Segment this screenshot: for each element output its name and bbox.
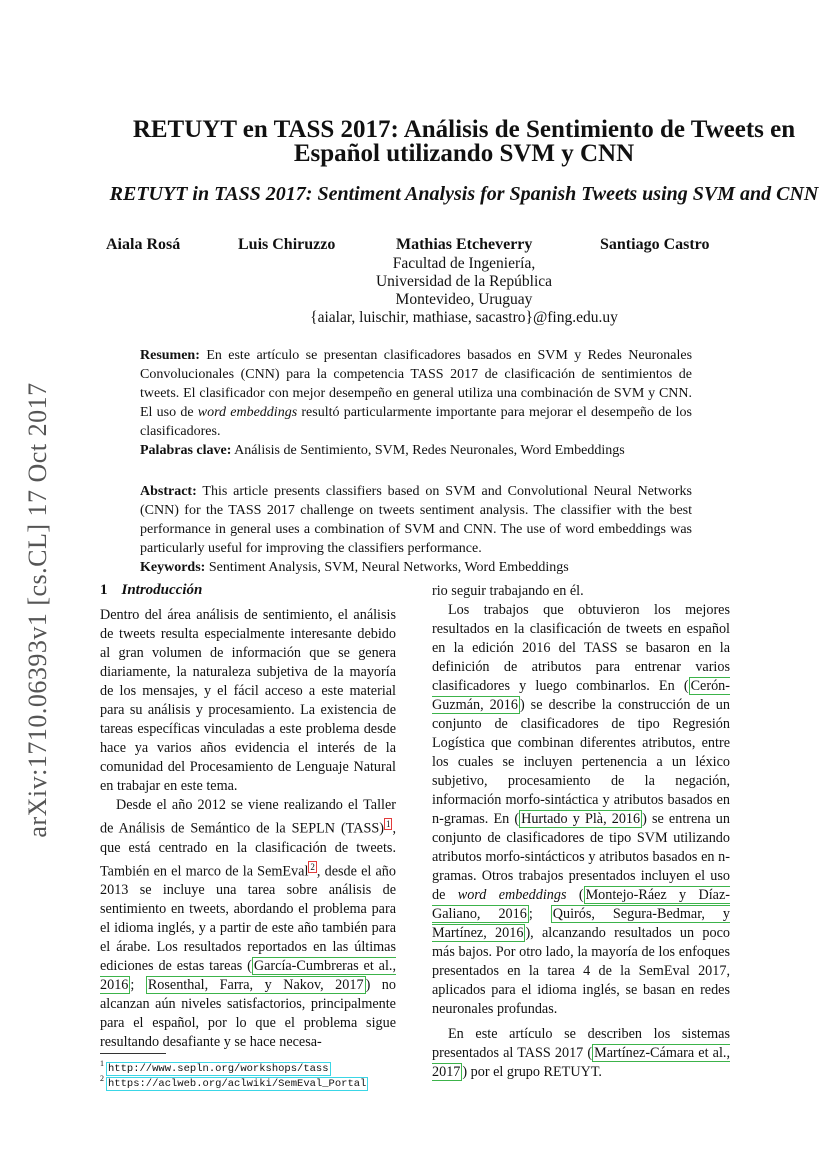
section-heading xyxy=(100,582,202,599)
author-name: Mathias Etcheverry xyxy=(396,236,533,253)
palabras-clave: Análisis de Sentimiento, SVM, Redes Neuronales, Word Embeddings xyxy=(234,443,625,458)
citation-link[interactable]: Quirós, Segura-Bedmar, y Martínez, 2016 xyxy=(432,906,730,941)
right-column xyxy=(432,582,730,1082)
paragraph: Desde el año 2012 se viene realizando el Taller de Análisis de Semántico de la SEPLN (TASS) $^1$ , que está centrado en la clasificación de tweets. También en el marco de la SemEval $^2$ , desde el año 2013 se incluye una tarea sobre análisis de sentimiento en tweets, abordando el problema para el idioma inglés, y a partir de este año también para el árabe. Los resultados reportados en las últimas ediciones de estas tareas ( García-Cumbreras et al., 2016 ; Rosenthal, Farra, y Nakov, 2017 ) no alcanzan aún niveles satisfactorios, principalmente para el español, por lo que el problema sigue resultando desafiante y se hace necesa- xyxy=(100,797,396,1051)
footnote-url-link[interactable]: http://www.sepln.org/workshops/tass xyxy=(108,1062,329,1075)
paragraph: rio seguir trabajando en él. xyxy=(432,583,584,599)
footnote: $^1$ http://www.sepln.org/workshops/tass xyxy=(100,1059,329,1075)
palabras-clave-label: Palabras clave: xyxy=(140,443,232,458)
paragraph: Los trabajos que obtuvieron los mejores resultados en la clasificación de tweets en español en la edición 2016 del TASS se basaron en la definición de atributos para entrenar varios clasificadores y luego combinarlos. En ( Cerón-Guzmán, 2016 ) se describe la construcción de un conjunto de clasificadores de tipo Regresión Logística que combinan diferentes atributos, entre los cuales se incluyen pertenencia a un léxico subjetivo, procesamiento de la negación, información morfo-sintáctica y atributos basados en n-gramas. En ( Hurtado y Plà, 2016 ) se entrena un conjunto de clasificadores de tipo SVM utilizando atributos morfo-sintácticos y atributos basados en n-gramas. Otros trabajos presentados incluyen el uso de word embeddings ( Montejo-Ráez y Díaz-Galiano, 2016 ; Quirós, Segura-Bedmar, y Martínez, 2016 ), alcanzando resultados un poco más bajos. Por otro lado, la mayoría de los enfoques presentados en la tarea 4 de la SemEval 2017, aplicados para el idioma inglés, se basan en redes neuronales profundas. xyxy=(432,602,730,1017)
citation-link[interactable]: Martínez-Cámara et al., 2017 xyxy=(432,1045,730,1080)
abstract-block xyxy=(140,482,692,577)
footnote: $^2$ https://aclweb.org/aclwiki/SemEval_Portal xyxy=(100,1074,367,1090)
footnote-url-link[interactable]: https://aclweb.org/aclwiki/SemEval_Portal xyxy=(108,1077,367,1090)
resumen-text: En este artículo se presentan clasificadores basados en SVM y Redes Neuronales Convolucionales (CNN) para la competencia TASS 2017 de clasificación de sentimientos de tweets. El clasificador con mejor desempeño en general utiliza una combinación de SVM y CNN. El uso de xyxy=(140,348,693,420)
affiliation-line: Universidad de la República xyxy=(375,273,553,290)
author-name: Luis Chiruzzo xyxy=(238,236,336,253)
footnote-link[interactable]: 2 xyxy=(310,861,315,872)
keywords-label: Keywords: xyxy=(140,560,206,575)
affiliation-emails: {aialar, luischir, mathiase, sacastro}@fing.edu.uy xyxy=(310,309,618,326)
citation-link[interactable]: Montejo-Ráez y Díaz-Galiano, 2016 xyxy=(432,887,730,922)
keywords: Sentiment Analysis, SVM, Neural Networks, Word Embeddings xyxy=(208,560,569,575)
affiliation-line: Montevideo, Uruguay xyxy=(395,291,533,308)
resumen-emph: word embeddings xyxy=(197,405,298,420)
citation-link[interactable]: García-Cumbreras et al., 2016 xyxy=(100,958,396,994)
paragraph: En este artículo se describen los sistemas presentados al TASS 2017 ( Martínez-Cámara et al., 2017 ) por el grupo RETUYT. xyxy=(432,1026,730,1080)
section-title: Introducción xyxy=(121,582,203,598)
citation-link[interactable]: Cerón-Guzmán, 2016 xyxy=(432,678,730,713)
paper-title-english: RETUYT in TASS 2017: Sentiment Analysis for Spanish Tweets using SVM and CNN xyxy=(109,183,819,205)
citation-link[interactable]: Hurtado y Plà, 2016 xyxy=(521,811,641,827)
author-name: Santiago Castro xyxy=(600,236,710,253)
arxiv-side-label: arXiv:1710.06393v1 [cs.CL] 17 Oct 2017 xyxy=(23,382,52,838)
author-name: Aiala Rosá xyxy=(106,236,181,253)
abstract-label: Abstract: xyxy=(140,484,197,499)
footnote-link[interactable]: 1 xyxy=(385,819,391,829)
resumen-block xyxy=(140,346,692,460)
resumen-text: resultó particularmente importante para mejorar el desempeño de los clasificadores. xyxy=(140,405,692,439)
affiliation xyxy=(100,255,828,327)
footnote-rule xyxy=(100,1053,166,1054)
resumen-label: Resumen: xyxy=(140,348,200,363)
paper-title: RETUYT en TASS 2017: Análisis de Sentimiento de Tweets en Español utilizando SVM y CNN xyxy=(132,116,796,167)
affiliation-line: Facultad de Ingeniería, xyxy=(392,255,536,272)
left-column xyxy=(100,606,396,1052)
paragraph: Dentro del área análisis de sentimiento, el análisis de tweets resulta especialmente interesante debido al gran volumen de información que se genera diariamente, la naturaleza subjetiva de la mayoría de los mensajes, y el fácil acceso a este material para su análisis y procesamiento. La existencia de tareas específicas vinculadas a este problema desde hace ya varios años evidencia el interés de la comunidad del Procesamiento de Lenguaje Natural en trabajar en este tema. xyxy=(100,607,396,794)
abstract-text: This article presents classifiers based on SVM and Convolutional Neural Networks (CNN) for the TASS 2017 challenge on tweets sentiment analysis. The classifier with the best performance in general uses a combination of SVM and CNN. The use of word embeddings was particularly useful for improving the classifiers performance. xyxy=(140,484,693,556)
section-number: 1 xyxy=(100,582,108,598)
citation-link[interactable]: Rosenthal, Farra, y Nakov, 2017 xyxy=(147,977,364,994)
